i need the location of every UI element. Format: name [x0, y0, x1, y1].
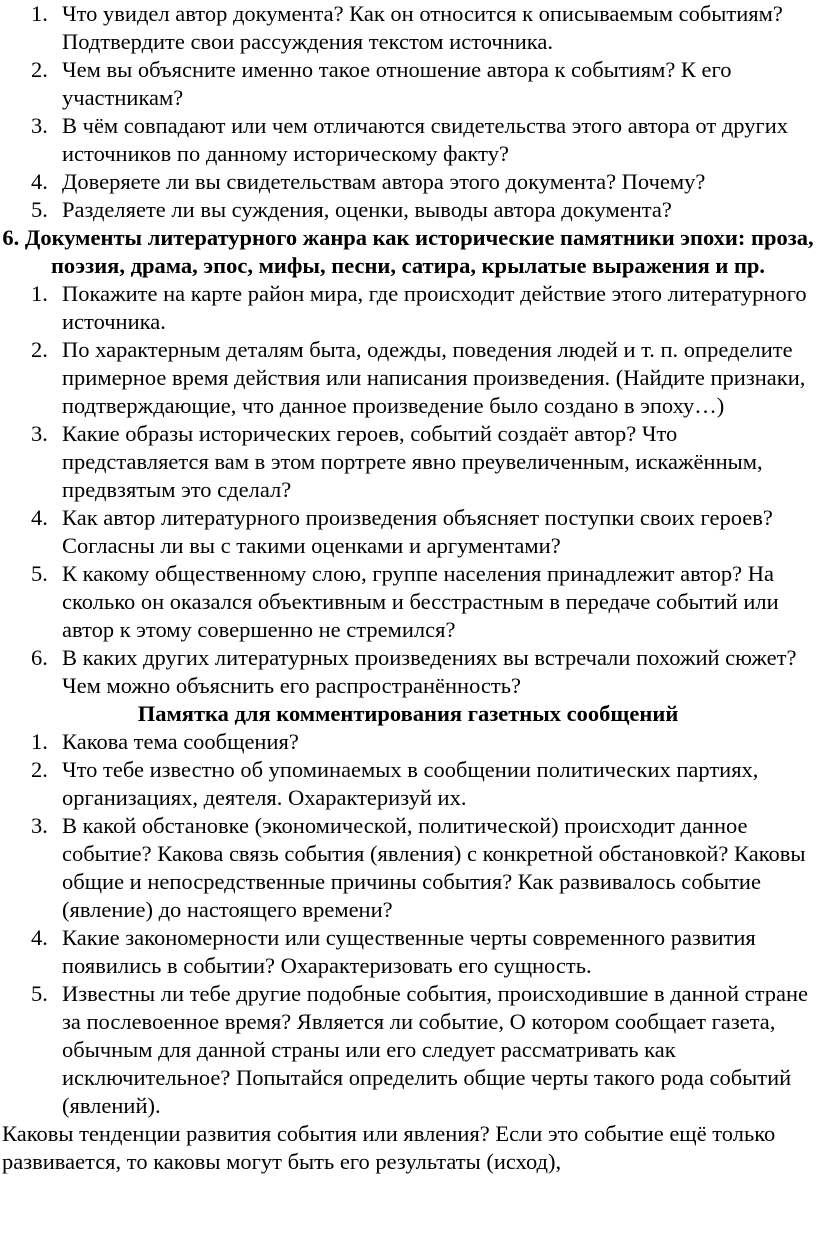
list-item [0, 980, 816, 1120]
list-item [0, 112, 816, 168]
item-number: 1. [31, 729, 48, 754]
list-item [0, 56, 816, 112]
item-text: Что увидел автор документа? Как он относится к описываемым событиям? Подтвердите свои рассуждения текстом источника. [62, 1, 783, 54]
item-text: Какие образы исторических героев, событий создаёт автор? Что представляется вам в этом портрете явно преувеличенным, искажённым, предвзятым это сделал? [62, 421, 763, 502]
question-list-section-6 [0, 280, 816, 700]
memo-heading: Памятка для комментирования газетных сообщений [137, 701, 679, 726]
item-number: 1. [31, 1, 48, 26]
list-item [0, 728, 816, 756]
item-number: 2. [31, 57, 48, 82]
item-number: 5. [31, 197, 48, 222]
list-item [0, 560, 816, 644]
item-number: 3. [31, 421, 48, 446]
list-item [0, 812, 816, 924]
list-item [0, 0, 816, 56]
question-list-1 [0, 0, 816, 224]
list-item [0, 280, 816, 336]
item-number: 2. [31, 757, 48, 782]
list-item [0, 504, 816, 560]
section-6-heading: 6. Документы литературного жанра как исторические памятники эпохи: проза, поэзия, драма, эпос, мифы, песни, сатира, крылатые выражения и пр. [2, 225, 814, 278]
item-text: Что тебе известно об упоминаемых в сообщении политических партиях, организациях, деятеля. Охарактеризуй их. [62, 757, 759, 810]
list-item [0, 420, 816, 504]
item-number: 2. [31, 337, 48, 362]
item-text: Какие закономерности или существенные черты современного развития появились в событии? Охарактеризовать его сущность. [62, 925, 756, 978]
item-text: Как автор литературного произведения объясняет поступки своих героев? Согласны ли вы с такими оценками и аргументами? [62, 505, 773, 558]
list-item [0, 644, 816, 700]
item-number: 5. [31, 981, 48, 1006]
list-item [0, 756, 816, 812]
memo-question-list [0, 728, 816, 1120]
item-text: Какова тема сообщения? [62, 729, 299, 754]
item-number: 3. [31, 113, 48, 138]
item-number: 4. [31, 925, 48, 950]
item-number: 4. [31, 505, 48, 530]
item-text: К какому общественному слою, группе населения принадлежит автор? На сколько он оказался объективным и бесстрастным в передаче событий или автор к этому совершенно не стремился? [62, 561, 779, 642]
item-text: Известны ли тебе другие подобные события, происходившие в данной стране за послевоенное время? Является ли событие, О котором сообщает газета, обычным для данной страны или его следует рассматривать как исключительное? Попытайся определить общие черты такого рода событий (явлений). [62, 981, 809, 1118]
trailing-paragraph: Каковы тенденции развития события или явления? Если это событие ещё только развивается, то каковы могут быть его результаты (исход), [2, 1121, 776, 1174]
item-number: 4. [31, 169, 48, 194]
item-text: В чём совпадают или чем отличаются свидетельства этого автора от других источников по данному историческому факту? [62, 113, 788, 166]
list-item [0, 196, 816, 224]
item-number: 5. [31, 561, 48, 586]
item-text: В каких других литературных произведениях вы встречали похожий сюжет? Чем можно объяснить его распространённость? [62, 645, 797, 698]
item-number: 6. [31, 645, 48, 670]
item-text: Покажите на карте район мира, где происходит действие этого литературного источника. [62, 281, 807, 334]
item-number: 1. [31, 281, 48, 306]
item-text: В какой обстановке (экономической, политической) происходит данное событие? Какова связь события (явления) с конкретной обстановкой? Каковы общие и непосредственные причины события? Как развивалось событие (явление) до настоящего времени? [62, 813, 806, 922]
item-text: Доверяете ли вы свидетельствам автора этого документа? Почему? [62, 169, 706, 194]
item-text: По характерным деталям быта, одежды, поведения людей и т. п. определите примерное время действия или написания произведения. (Найдите признаки, подтверждающие, что данное произведение было создано в эпоху…) [62, 337, 806, 418]
list-item [0, 336, 816, 420]
item-number: 3. [31, 813, 48, 838]
item-text: Разделяете ли вы суждения, оценки, выводы автора документа? [62, 197, 672, 222]
item-text: Чем вы объясните именно такое отношение автора к событиям? К его участникам? [62, 57, 732, 110]
list-item [0, 168, 816, 196]
list-item [0, 924, 816, 980]
